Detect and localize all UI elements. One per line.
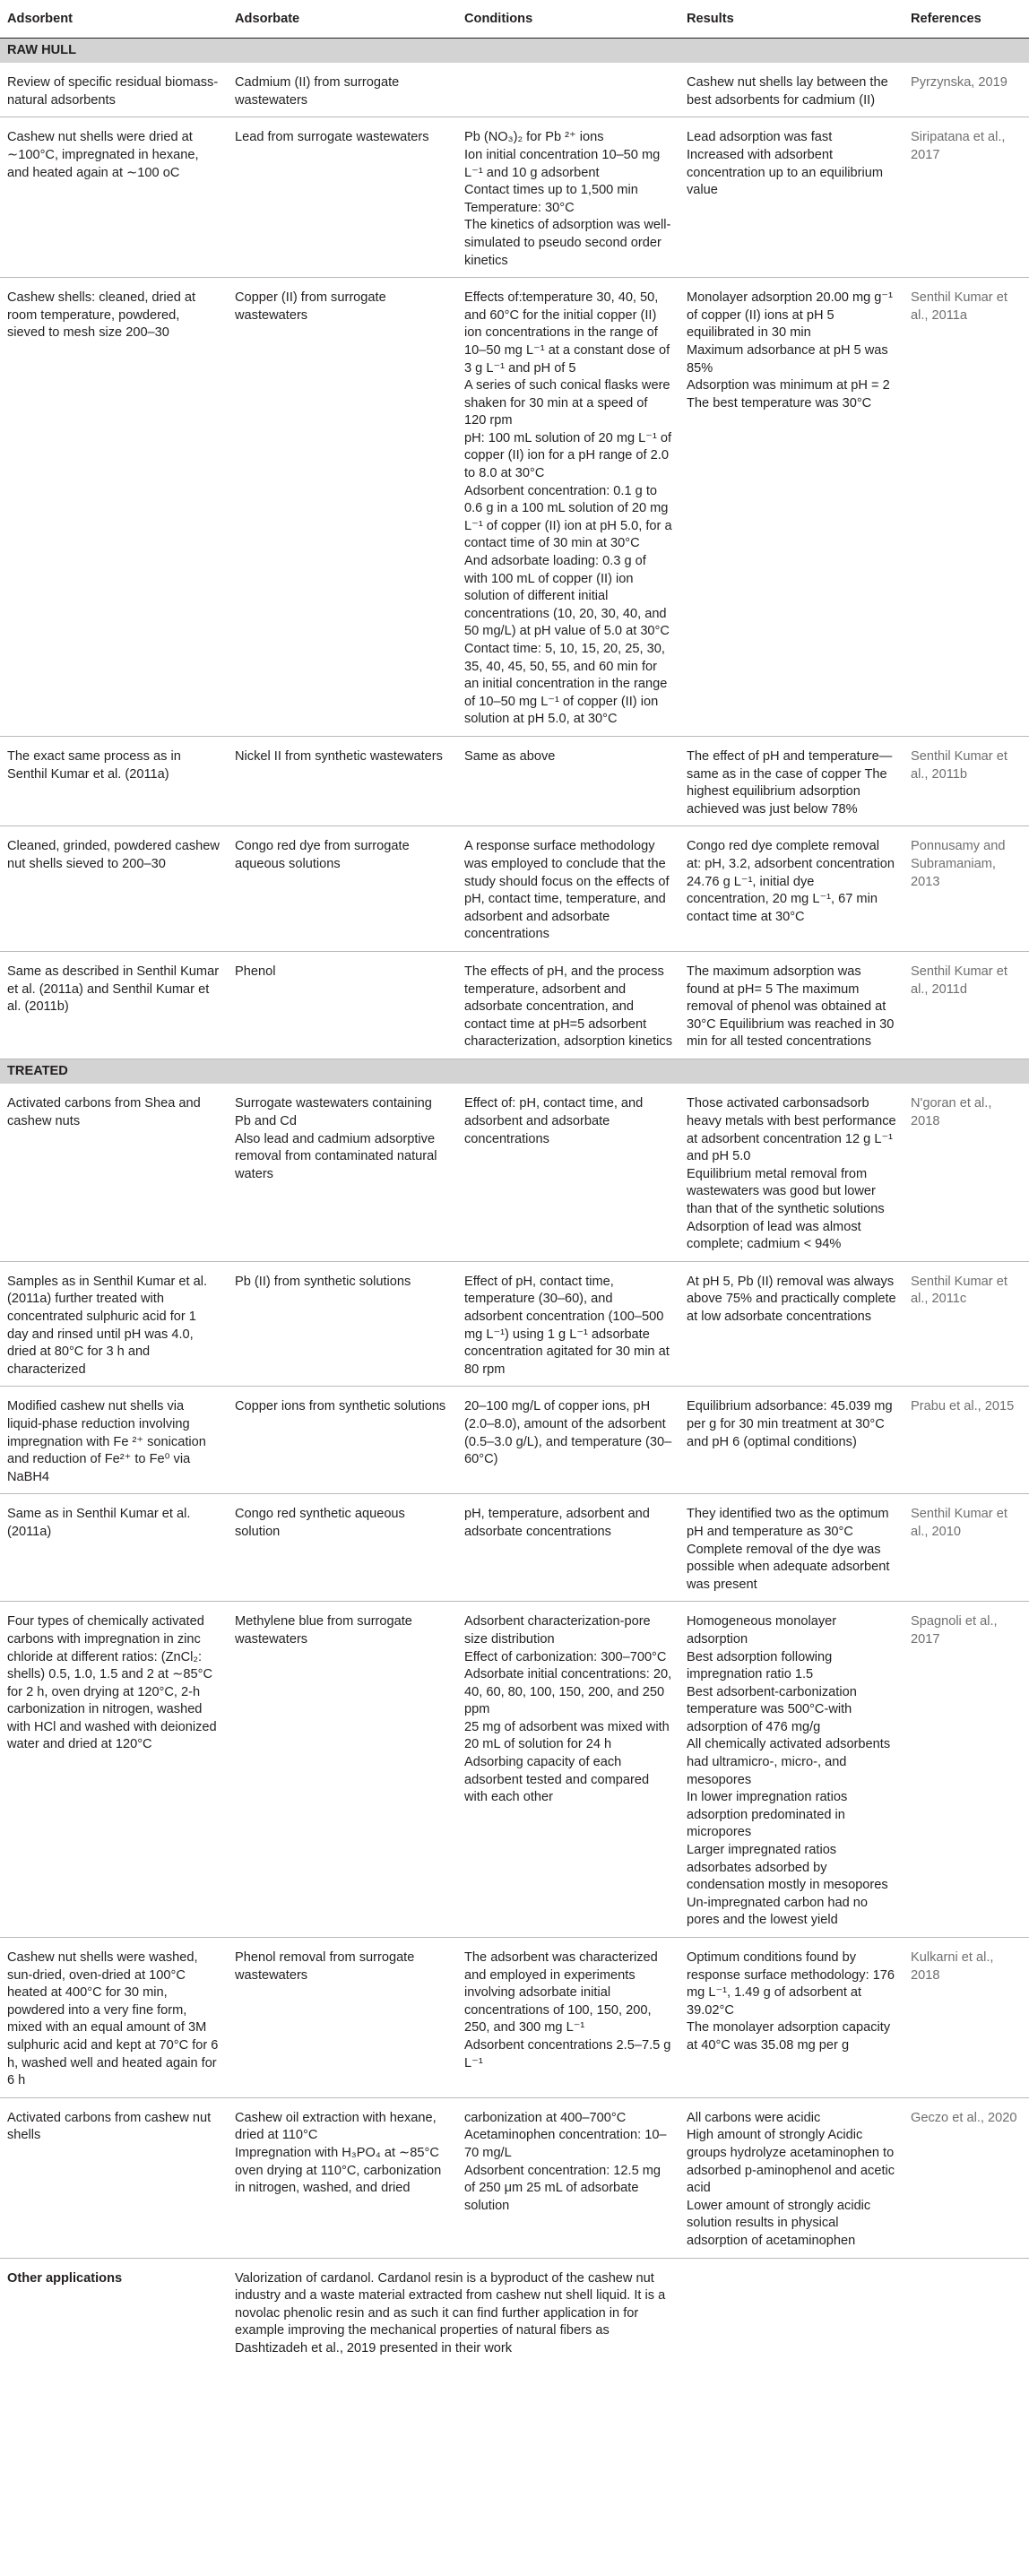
conditions-cell-line: A series of such conical flasks were shaken for 30 min at a speed of 120 rpm — [464, 378, 670, 428]
adsorbate-cell-line: Lead from surrogate wastewaters — [235, 130, 429, 145]
results-cell — [679, 736, 904, 826]
conditions-cell-line: Temperature: 30°C — [464, 200, 575, 215]
conditions-cell-line: Contact times up to 1,500 min — [464, 183, 638, 198]
adsorbate-cell — [228, 117, 457, 278]
table-row — [0, 1084, 1029, 1261]
reference-cell[interactable]: Geczo et al., 2020 — [904, 2097, 1029, 2258]
adsorbate-cell-line: Methylene blue from surrogate wastewaters — [235, 1614, 412, 1647]
adsorbate-cell — [228, 1938, 457, 2098]
header-adsorbent: Adsorbent — [0, 0, 228, 38]
conditions-cell-line: pH, temperature, adsorbent and adsorbate concentrations — [464, 1507, 650, 1539]
adsorbent-cell-line: Cleaned, grinded, powdered cashew nut shells sieved to 200–30 — [7, 839, 220, 871]
results-cell — [679, 1602, 904, 1938]
adsorbent-cell — [0, 1938, 228, 2098]
adsorbate-cell-line: Nickel II from synthetic wastewaters — [235, 748, 443, 764]
results-cell-line: Monolayer adsorption 20.00 mg g⁻¹ of copper (II) ions at pH 5 equilibrated in 30 min — [687, 290, 893, 341]
adsorbate-cell-line: Pb (II) from synthetic solutions — [235, 1274, 411, 1289]
conditions-cell — [457, 951, 679, 1059]
adsorbate-cell-line: Congo red dye from surrogate aqueous solutions — [235, 839, 410, 871]
results-cell-line: Adsorption of lead was almost complete; cadmium < 94% — [687, 1219, 861, 1252]
results-cell-line: The best temperature was 30°C — [687, 395, 872, 411]
section-header-row — [0, 38, 1029, 63]
adsorbent-cell — [0, 951, 228, 1059]
adsorbate-cell — [228, 1261, 457, 1387]
conditions-cell-line: Adsorbent characterization-pore size distribution — [464, 1614, 651, 1647]
adsorbent-cell — [0, 826, 228, 952]
other-applications-text: Valorization of cardanol. Cardanol resin is a byproduct of the cashew nut industry and a waste material extracted from cashew nut shell liquid. It is a novolac phenolic resin and as such it can find further application in for example improving the mechanical properties of natural fibers as Dashtizadeh et al., 2019 presented in their work — [235, 2270, 666, 2356]
adsorbent-cell — [0, 63, 228, 117]
reference-cell[interactable]: Ponnusamy and Subramaniam, 2013 — [904, 826, 1029, 952]
conditions-cell-line: The effects of pH, and the process temperature, adsorbent and adsorbate concentration, and contact time at pH=5 adsorbent characterization, adsorption kinetics — [464, 964, 672, 1050]
reference-cell[interactable]: Senthil Kumar et al., 2011d — [904, 951, 1029, 1059]
results-cell-line: Congo red dye complete removal at: pH, 3.2, adsorbent concentration 24.76 g L⁻¹, initial dye concentration, 20 mg L⁻¹, 67 min contact time at 30°C — [687, 839, 895, 924]
conditions-cell — [457, 1387, 679, 1494]
reference-cell[interactable]: Siripatana et al., 2017 — [904, 117, 1029, 278]
adsorbent-cell — [0, 2097, 228, 2258]
adsorbate-cell — [228, 278, 457, 737]
adsorbent-cell — [0, 1261, 228, 1387]
table-row — [0, 1387, 1029, 1494]
results-cell-line: Best adsorbent-carbonization temperature was 500°C-with adsorption of 476 mg/g — [687, 1684, 857, 1734]
section-header-row — [0, 1059, 1029, 1084]
adsorbent-cell-line: Review of specific residual biomass-natural adsorbents — [7, 75, 219, 108]
results-cell-line: All chemically activated adsorbents had ultramicro-, micro-, and mesopores — [687, 1737, 891, 1787]
results-cell-line: Complete removal of the dye was possible when adequate adsorbent was present — [687, 1542, 890, 1592]
conditions-cell-line: pH: 100 mL solution of 20 mg L⁻¹ of copper (II) ion for a pH range of 2.0 to 8.0 at 30°C — [464, 430, 672, 481]
table-row — [0, 736, 1029, 826]
conditions-cell-line: Adsorbing capacity of each adsorbent tested and compared with each other — [464, 1755, 650, 1805]
results-cell — [679, 1938, 904, 2098]
conditions-cell-line: A response surface methodology was employed to conclude that the study should focus on the effects of pH, contact time, temperature, and adsorbent and adsorbate concentrations — [464, 839, 670, 942]
adsorbent-cell — [0, 736, 228, 826]
results-cell-line: Lower amount of strongly acidic solution results in physical adsorption of acetaminophen — [687, 2198, 871, 2248]
adsorbent-cell-line: Same as described in Senthil Kumar et al. (2011a) and Senthil Kumar et al. (2011b) — [7, 964, 220, 1015]
conditions-cell — [457, 117, 679, 278]
results-cell — [679, 826, 904, 952]
header-adsorbate: Adsorbate — [228, 0, 457, 38]
empty-cell — [904, 2258, 1029, 2364]
adsorbate-cell-line: Phenol removal from surrogate wastewaters — [235, 1950, 415, 1983]
results-cell — [679, 2097, 904, 2258]
results-cell-line: Cashew nut shells lay between the best adsorbents for cadmium (II) — [687, 75, 888, 108]
adsorbate-cell-line: Copper ions from synthetic solutions — [235, 1399, 446, 1414]
conditions-cell-line: The adsorbent was characterized and employed in experiments involving adsorbate initial concentrations of 100, 150, 200, 250, and 300 mg L⁻¹ — [464, 1950, 658, 2036]
adsorbate-cell-line: Cashew oil extraction with hexane, dried at 110°C — [235, 2110, 437, 2143]
adsorbate-cell-line: Phenol — [235, 964, 276, 979]
adsorbent-cell — [0, 1602, 228, 1938]
results-cell-line: The monolayer adsorption capacity at 40°C was 35.08 mg per g — [687, 2020, 891, 2053]
results-cell — [679, 1494, 904, 1602]
results-cell-line: Optimum conditions found by response surface methodology: 176 mg L⁻¹, 1.49 g of adsorbent at 39.02°C — [687, 1950, 895, 2018]
adsorbate-cell-line: Copper (II) from surrogate wastewaters — [235, 290, 386, 323]
reference-cell[interactable]: Senthil Kumar et al., 2010 — [904, 1494, 1029, 1602]
adsorbate-cell — [228, 951, 457, 1059]
adsorbate-cell — [228, 826, 457, 952]
results-cell — [679, 1387, 904, 1494]
results-cell — [679, 117, 904, 278]
results-cell-line: The effect of pH and temperature—same as in the case of copper The highest equilibrium adsorption achieved was just below 78% — [687, 748, 893, 817]
conditions-cell-line: Adsorbate initial concentrations: 20, 40, 60, 80, 100, 150, 200, and 250 ppm — [464, 1667, 672, 1717]
adsorbate-cell — [228, 1494, 457, 1602]
adsorbate-cell-line: Congo red synthetic aqueous solution — [235, 1507, 405, 1539]
conditions-cell — [457, 2097, 679, 2258]
results-cell-line: The maximum adsorption was found at pH= 5 The maximum removal of phenol was obtained at 30°C Equilibrium was reached in 30 min for all tested concentrations — [687, 964, 895, 1050]
conditions-cell — [457, 1261, 679, 1387]
table-body — [0, 38, 1029, 2364]
results-cell — [679, 951, 904, 1059]
reference-cell[interactable]: Kulkarni et al., 2018 — [904, 1938, 1029, 2098]
results-cell-line: Larger impregnated ratios adsorbates adsorbed by condensation mostly in mesopores — [687, 1843, 888, 1893]
results-cell-line: Equilibrium metal removal from wastewaters was good but lower than that of the synthetic solutions — [687, 1166, 885, 1217]
results-cell-line: Adsorption was minimum at pH = 2 — [687, 378, 890, 393]
adsorbate-cell — [228, 1602, 457, 1938]
header-results: Results — [679, 0, 904, 38]
reference-cell[interactable]: Senthil Kumar et al., 2011a — [904, 278, 1029, 737]
conditions-cell-line: 20–100 mg/L of copper ions, pH (2.0–8.0), amount of the adsorbent (0.5–3.0 g/L), and temperature (30–60°C) — [464, 1399, 672, 1467]
adsorbent-cell-line: Cashew nut shells were washed, sun-dried, oven-dried at 100°C heated at 400°C for 30 min, powdered into a very fine form, mixed with an equal amount of 3M sulphuric acid and kept at 70°C for 6 h, washed well and heated again for 6 h — [7, 1950, 219, 2088]
adsorbent-cell — [0, 117, 228, 278]
conditions-cell — [457, 736, 679, 826]
conditions-cell — [457, 826, 679, 952]
conditions-cell-line: Ion initial concentration 10–50 mg L⁻¹ and 10 g adsorbent — [464, 147, 661, 180]
adsorbent-cell-line: Same as in Senthil Kumar et al. (2011a) — [7, 1507, 191, 1539]
table-row — [0, 117, 1029, 278]
adsorbent-cell — [0, 1387, 228, 1494]
adsorbent-cell — [0, 1494, 228, 1602]
conditions-cell — [457, 1084, 679, 1261]
table-row — [0, 951, 1029, 1059]
adsorbent-cell-line: Modified cashew nut shells via liquid-phase reduction involving impregnation with Fe ²⁺ sonication and reduction of Fe²⁺ to Fe⁰ via NaBH4 — [7, 1399, 206, 1484]
conditions-cell-line: Effects of:temperature 30, 40, 50, and 60°C for the initial copper (II) ion concentrations in the range of 10–50 mg L⁻¹ at a constant dose of 3 g L⁻¹ and pH of 5 — [464, 290, 670, 376]
adsorbate-cell — [228, 1084, 457, 1261]
conditions-cell-line: 25 mg of adsorbent was mixed with 20 mL of solution for 24 h — [464, 1719, 670, 1752]
adsorbate-cell — [228, 63, 457, 117]
conditions-cell-line: Effect of pH, contact time, temperature (30–60), and adsorbent concentration (100–500 mg L⁻¹) using 1 g L⁻¹ adsorbate concentration agitated for 30 min at 80 rpm — [464, 1274, 670, 1377]
conditions-cell-line: The kinetics of adsorption was well-simulated to pseudo second order kinetics — [464, 218, 671, 268]
conditions-cell-line: Effect of: pH, contact time, and adsorbent and adsorbate concentrations — [464, 1096, 644, 1146]
other-applications-row — [0, 2258, 1029, 2364]
table-row — [0, 826, 1029, 952]
conditions-cell — [457, 1494, 679, 1602]
adsorbent-cell-line: Activated carbons from Shea and cashew nuts — [7, 1096, 201, 1129]
adsorbate-cell-line: Impregnation with H₃PO₄ at ∼85°C oven drying at 110°C, carbonization in nitrogen, washed, and dried — [235, 2145, 442, 2196]
conditions-cell-line: Pb (NO₃)₂ for Pb ²⁺ ions — [464, 130, 604, 145]
table-row — [0, 1938, 1029, 2098]
results-cell-line: Increased with adsorbent concentration up to an equilibrium value — [687, 147, 884, 198]
conditions-cell — [457, 63, 679, 117]
results-cell-line: Best adsorption following impregnation ratio 1.5 — [687, 1649, 833, 1682]
results-cell-line: Equilibrium adsorbance: 45.039 mg per g for 30 min treatment at 30°C and pH 6 (optimal conditions) — [687, 1399, 893, 1449]
results-cell-line: In lower impregnation ratios adsorption predominated in micropores — [687, 1790, 848, 1840]
reference-cell[interactable]: Spagnoli et al., 2017 — [904, 1602, 1029, 1938]
results-cell-line: Homogeneous monolayer adsorption — [687, 1614, 837, 1647]
section-title: RAW HULL — [0, 38, 1029, 63]
adsorbate-cell — [228, 2097, 457, 2258]
adsorbent-cell — [0, 278, 228, 737]
adsorbent-cell-line: The exact same process as in Senthil Kumar et al. (2011a) — [7, 748, 181, 782]
adsorbate-cell — [228, 736, 457, 826]
adsorbent-cell-line: Activated carbons from cashew nut shells — [7, 2110, 212, 2143]
header-row — [0, 0, 1029, 38]
results-cell-line: All carbons were acidic — [687, 2110, 821, 2125]
results-cell — [679, 63, 904, 117]
conditions-cell-line: Effect of carbonization: 300–700°C — [464, 1649, 667, 1664]
table-row — [0, 1602, 1029, 1938]
results-cell-line: Those activated carbonsadsorb heavy metals with best performance at adsorbent concentration 12 g L⁻¹ and pH 5.0 — [687, 1096, 896, 1164]
table-row — [0, 63, 1029, 117]
header-references: References — [904, 0, 1029, 38]
results-cell-line: At pH 5, Pb (II) removal was always above 75% and practically complete at low adsorbate concentrations — [687, 1274, 896, 1324]
table-row — [0, 1494, 1029, 1602]
adsorbate-cell-line: Surrogate wastewaters containing Pb and Cd — [235, 1096, 432, 1129]
conditions-cell — [457, 278, 679, 737]
table-row — [0, 278, 1029, 737]
adsorbate-cell — [228, 1387, 457, 1494]
conditions-cell — [457, 1602, 679, 1938]
results-cell-line: They identified two as the optimum pH and temperature as 30°C — [687, 1507, 889, 1539]
conditions-cell-line: Contact time: 5, 10, 15, 20, 25, 30, 35, 40, 45, 50, 55, and 60 min for an initial concentration in the range of 10–50 mg L⁻¹ of copper (II) ion solution at pH 5.0, at 30°C — [464, 642, 668, 727]
conditions-cell — [457, 1938, 679, 2098]
reference-cell[interactable]: Pyrzynska, 2019 — [904, 63, 1029, 117]
conditions-cell-line: And adsorbate loading: 0.3 g of with 100 mL of copper (II) ion solution of different initial concentrations (10, 20, 30, 40, and 50 mg/L) at pH value of 5.0 at 30°C — [464, 554, 670, 639]
adsorbate-cell-line: Cadmium (II) from surrogate wastewaters — [235, 75, 400, 108]
table-row — [0, 2097, 1029, 2258]
empty-cell — [679, 2258, 904, 2364]
conditions-cell-line: Adsorbent concentrations 2.5–7.5 g L⁻¹ — [464, 2037, 671, 2070]
other-applications-label: Other applications — [7, 2270, 123, 2286]
results-cell-line: Maximum adsorbance at pH 5 was 85% — [687, 342, 888, 376]
reference-cell[interactable]: Prabu et al., 2015 — [904, 1387, 1029, 1494]
adsorbent-cell-line: Samples as in Senthil Kumar et al. (2011a) further treated with concentrated sulphuric acid for 1 day and rinsed until pH was 4.0, dried at 80°C for 3 h and characterized — [7, 1274, 208, 1377]
results-cell — [679, 1261, 904, 1387]
adsorbate-cell-line: Also lead and cadmium adsorptive removal from contaminated natural waters — [235, 1131, 437, 1181]
conditions-cell-line: Same as above — [464, 748, 556, 764]
reference-cell[interactable]: Senthil Kumar et al., 2011b — [904, 736, 1029, 826]
adsorbent-cell-line: Cashew shells: cleaned, dried at room temperature, powdered, sieved to mesh size 200–30 — [7, 290, 196, 341]
results-cell — [679, 278, 904, 737]
adsorbent-cell-line: Cashew nut shells were dried at ∼100°C, impregnated in hexane, and heated again at ∼100 oC — [7, 130, 199, 180]
header-conditions: Conditions — [457, 0, 679, 38]
conditions-cell-line: Adsorbent concentration: 0.1 g to 0.6 g in a 100 mL solution of 20 mg L⁻¹ of copper (II) ion at pH 5.0, for a contact time of 30 min at 30°C — [464, 483, 672, 551]
conditions-cell-line: Acetaminophen concentration: 10–70 mg/L — [464, 2128, 667, 2160]
results-cell-line: Lead adsorption was fast — [687, 130, 833, 145]
conditions-cell-line: Adsorbent concentration: 12.5 mg of 250 μm 25 mL of adsorbate solution — [464, 2163, 662, 2213]
table-row — [0, 1261, 1029, 1387]
reference-cell[interactable]: Senthil Kumar et al., 2011c — [904, 1261, 1029, 1387]
results-cell — [679, 1084, 904, 1261]
results-cell-line: High amount of strongly Acidic groups hydrolyze acetaminophen to adsorbed p-aminophenol and acetic acid — [687, 2128, 895, 2196]
results-cell-line: Un-impregnated carbon had no pores and the lowest yield — [687, 1895, 869, 1928]
adsorbent-cell-line: Four types of chemically activated carbons with impregnation in zinc chloride at different ratios: (ZnCl₂: shells) 0.5, 1.0, 1.5 and 2 at ∼85°C for 2 h, oven drying at 120°C, 2-h carbonization in nitrogen, washed with HCl and washed with deionized water and dried at 120°C — [7, 1614, 217, 1752]
conditions-cell-line: carbonization at 400–700°C — [464, 2110, 627, 2125]
section-title: TREATED — [0, 1059, 1029, 1084]
reference-cell[interactable]: N'goran et al., 2018 — [904, 1084, 1029, 1261]
adsorbent-cell — [0, 1084, 228, 1261]
